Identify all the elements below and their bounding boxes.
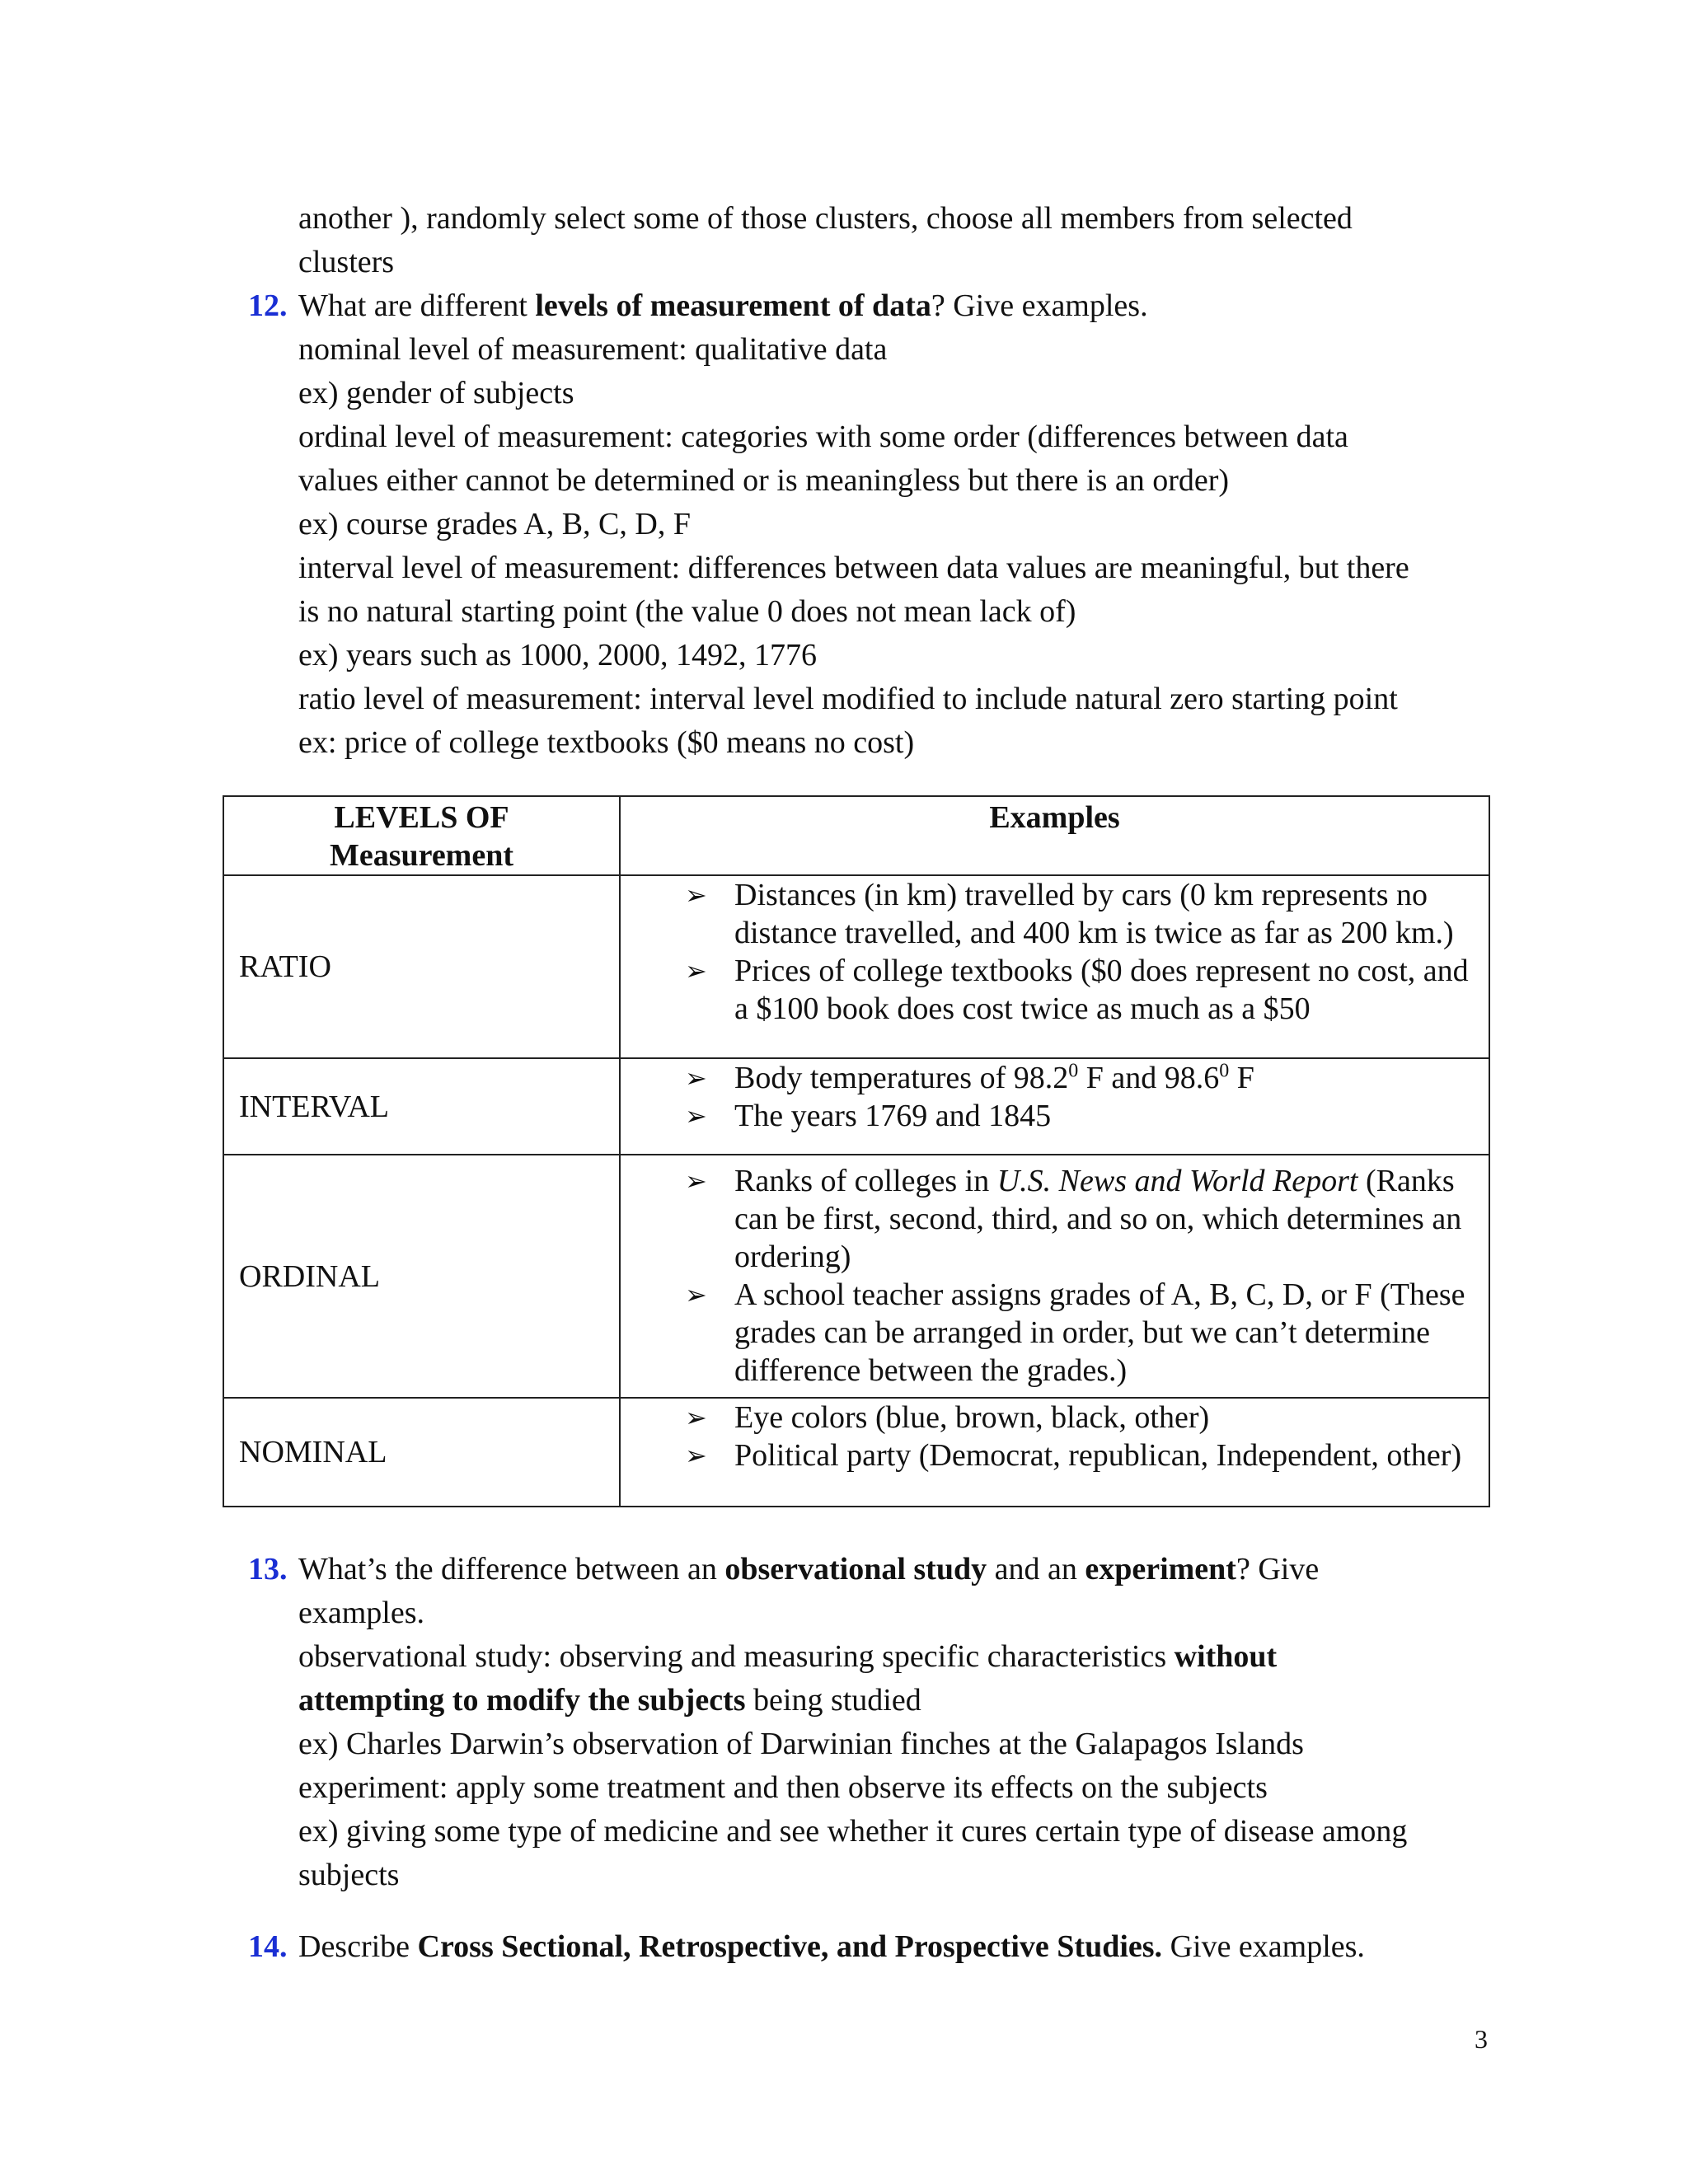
table-row-ordinal [223, 1155, 1489, 1398]
intro-line-1: another ), randomly select some of those clusters, choose all members from selected [298, 201, 1353, 236]
list-item: ➢ Distances (in km) travelled by cars (0 km represents no distance travelled, and 400 km is twice as far as 200 km.) [685, 878, 1454, 950]
examples-ordinal [620, 1155, 1489, 1398]
arrow-bullet-icon: ➢ [685, 879, 707, 911]
question-13-number: 13. [248, 1552, 288, 1586]
intro-line-2: clusters [298, 245, 395, 279]
arrow-bullet-icon: ➢ [685, 1279, 707, 1310]
table-row-ratio [223, 875, 1489, 1058]
level-ratio: RATIO [223, 875, 620, 1058]
level-nominal: NOMINAL [223, 1398, 620, 1507]
page-number: 3 [1475, 2024, 1488, 2054]
arrow-bullet-icon: ➢ [685, 1440, 707, 1471]
table-header-row [223, 796, 1489, 875]
table-row-nominal [223, 1398, 1489, 1507]
examples-nominal [620, 1398, 1489, 1507]
q13-line: observational study: observing and measuring specific characteristics without [298, 1639, 1278, 1674]
q12-answer-line: is no natural starting point (the value 0 does not mean lack of) [298, 594, 1076, 629]
q12-answer-line: ratio level of measurement: interval level modified to include natural zero starting point [298, 682, 1398, 716]
examples-ratio [620, 875, 1489, 1058]
q12-answer-line: values either cannot be determined or is meaningless but there is an order) [298, 463, 1230, 498]
q13-line: experiment: apply some treatment and then observe its effects on the subjects [298, 1770, 1268, 1805]
list-item: ➢ A school teacher assigns grades of A, B, C, D, or F (These grades can be arranged in order, but we can’t determine difference between the grades.) [685, 1277, 1465, 1388]
question-13-text: What’s the difference between an observational study and an experiment? Give [298, 1552, 1320, 1586]
q12-answer-line: ex) course grades A, B, C, D, F [298, 507, 691, 541]
list-item: ➢ The years 1769 and 1845 [685, 1099, 1052, 1133]
header-levels: LEVELS OF Measurement [223, 796, 620, 875]
arrow-bullet-icon: ➢ [685, 1100, 707, 1132]
header-examples: Examples [620, 796, 1489, 875]
q12-answer-line: nominal level of measurement: qualitative data [298, 332, 888, 367]
q13-line: subjects [298, 1858, 400, 1892]
q12-answer-line: ex: price of college textbooks ($0 means no cost) [298, 725, 915, 760]
q12-answer-line: ex) gender of subjects [298, 376, 574, 410]
question-12-text: What are different levels of measurement of data? Give examples. [298, 288, 1148, 323]
q13-line: ex) giving some type of medicine and see whether it cures certain type of disease among [298, 1814, 1408, 1849]
question-14-text: Describe Cross Sectional, Retrospective, and Prospective Studies. Give examples. [298, 1929, 1365, 1964]
levels-of-measurement-table [223, 795, 1490, 1507]
question-14-number: 14. [248, 1929, 288, 1964]
table-row-interval [223, 1058, 1489, 1155]
arrow-bullet-icon: ➢ [685, 1165, 707, 1197]
q13-line: ex) Charles Darwin’s observation of Darwinian finches at the Galapagos Islands [298, 1727, 1304, 1761]
examples-interval [620, 1058, 1489, 1155]
list-item: ➢ Ranks of colleges in U.S. News and World Report (Ranks can be first, second, third, and so on, which determines an ordering) [685, 1164, 1462, 1274]
list-item: ➢ Body temperatures of 98.2$^0$ F and 98.6$^0$ F [685, 1060, 1254, 1095]
list-item: ➢ Political party (Democrat, republican, Independent, other) [685, 1438, 1462, 1473]
list-item: ➢ Prices of college textbooks ($0 does represent no cost, and a $100 book does cost twice as much as a $50 [685, 954, 1469, 1026]
q13-line: examples. [298, 1596, 425, 1630]
q13-line: attempting to modify the subjects being studied [298, 1683, 921, 1718]
arrow-bullet-icon: ➢ [685, 1402, 707, 1433]
level-ordinal: ORDINAL [223, 1155, 620, 1398]
level-interval: INTERVAL [223, 1058, 620, 1155]
question-12-number: 12. [248, 288, 288, 323]
list-item: ➢ Eye colors (blue, brown, black, other) [685, 1400, 1210, 1435]
arrow-bullet-icon: ➢ [685, 955, 707, 987]
q12-answer-line: ordinal level of measurement: categories with some order (differences between data [298, 419, 1348, 454]
q12-answer-line: ex) years such as 1000, 2000, 1492, 1776 [298, 638, 818, 673]
q12-answer-line: interval level of measurement: differences between data values are meaningful, but there [298, 551, 1409, 585]
arrow-bullet-icon: ➢ [685, 1062, 707, 1094]
